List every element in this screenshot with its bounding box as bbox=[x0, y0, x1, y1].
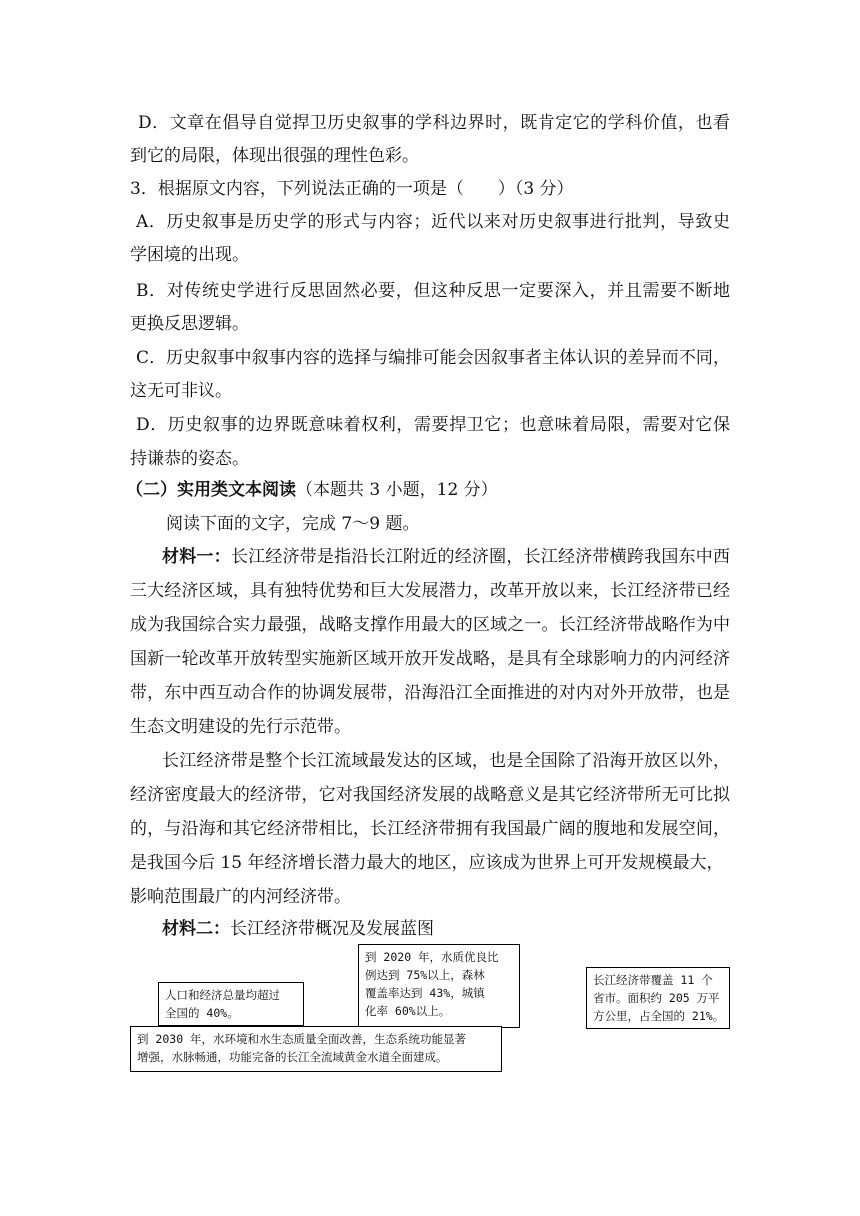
section-heading bbox=[126, 479, 726, 501]
material1-line5: 带，东中西互动合作的协调发展带，沿海沿江全面推进的对内对外开放带，也是 bbox=[130, 683, 730, 703]
box-2030-target bbox=[130, 1026, 502, 1072]
box-population bbox=[158, 982, 304, 1026]
section-heading-title: （二）实用类文本阅读 bbox=[126, 480, 296, 500]
q3-option-b-line2: 更换反思逻辑。 bbox=[130, 314, 249, 334]
q3-option-a-line2: 学困境的出现。 bbox=[130, 245, 249, 265]
box-population-line2: 全国的 40%。 bbox=[165, 1006, 239, 1020]
q3-option-c-line1: C．历史叙事中叙事内容的选择与编排可能会因叙事者主体认识的差异而不同， bbox=[136, 348, 730, 368]
material2-label: 材料二： bbox=[162, 919, 230, 939]
material1-para2-line2: 经济密度最大的经济带，它对我国经济发展的战略意义是其它经济带所无可比拟 bbox=[130, 785, 730, 805]
material2-title: 长江经济带概况及发展蓝图 bbox=[230, 919, 434, 939]
material1-para2-line5: 影响范围最广的内河经济带。 bbox=[130, 887, 351, 907]
material1-line4: 国新一轮改革开放转型实施新区域开放开发战略，是具有全球影响力的内河经济 bbox=[130, 649, 730, 669]
material1-line6: 生态文明建设的先行示范带。 bbox=[130, 717, 351, 737]
material1-line1 bbox=[162, 546, 730, 568]
reading-instruction: 阅读下面的文字，完成 7～9 题。 bbox=[166, 514, 420, 534]
box-population-line1: 人口和经济总量均超过 bbox=[165, 988, 280, 1002]
box-2020-line4: 化率 60%以上。 bbox=[365, 1004, 451, 1018]
material1-line2: 三大经济区域，具有独特优势和巨大发展潜力，改革开放以来，长江经济带已经 bbox=[130, 581, 730, 601]
material1-text: 长江经济带是指沿长江附近的经济圈，长江经济带横跨我国东中西 bbox=[230, 547, 730, 567]
box-2020-line1: 到 2020 年，水质优良比 bbox=[365, 950, 499, 964]
section-heading-note: （本题共 3 小题，12 分） bbox=[296, 480, 498, 500]
material1-para2-line1: 长江经济带是整个长江流域最发达的区域，也是全国除了沿海开放区以外， bbox=[162, 751, 730, 771]
material1-line3: 成为我国综合实力最强，战略支撑作用最大的区域之一。长江经济带战略作为中 bbox=[130, 615, 730, 635]
box-2020-line2: 例达到 75%以上，森林 bbox=[365, 968, 485, 982]
q3-option-d-line1: D．历史叙事的边界既意味着权利，需要捍卫它；也意味着局限，需要对它保 bbox=[136, 415, 730, 435]
box-2020-line3: 覆盖率达到 43%，城镇 bbox=[365, 986, 485, 1000]
q3-option-b-line1: B．对传统史学进行反思固然必要，但这种反思一定要深入，并且需要不断地 bbox=[136, 281, 730, 301]
q3-stem: 3．根据原文内容，下列说法正确的一项是（ ）（3 分） bbox=[130, 179, 574, 199]
box-coverage-line3: 方公里，占全国的 21%。 bbox=[593, 1009, 725, 1023]
box-coverage bbox=[586, 967, 730, 1029]
material1-para2-line4: 是我国今后 15 年经济增长潜力最大的地区，应该成为世界上可开发规模最大， bbox=[130, 853, 724, 873]
material1-para2-line3: 的，与沿海和其它经济带相比，长江经济带拥有我国最广阔的腹地和发展空间， bbox=[130, 819, 730, 839]
q3-option-c-line2: 这无可非议。 bbox=[130, 381, 232, 401]
box-2030-line2: 增强，水脉畅通，功能完备的长江全流域黄金水道全面建成。 bbox=[137, 1050, 448, 1064]
material2-heading bbox=[162, 918, 762, 940]
box-2020-target bbox=[358, 944, 520, 1028]
box-coverage-line1: 长江经济带覆盖 11 个 bbox=[593, 973, 713, 987]
box-coverage-line2: 省市。面积约 205 万平 bbox=[593, 991, 720, 1005]
q3-option-a-line1: A．历史叙事是历史学的形式与内容；近代以来对历史叙事进行批判，导致史 bbox=[136, 212, 730, 232]
box-2030-line1: 到 2030 年，水环境和水生态质量全面改善，生态系统功能显著 bbox=[137, 1032, 467, 1046]
material1-label: 材料一： bbox=[162, 547, 231, 567]
q2-option-d-line2: 到它的局限，体现出很强的理性色彩。 bbox=[130, 146, 419, 166]
q2-option-d-line1: D．文章在倡导自觉捍卫历史叙事的学科边界时，既肯定它的学科价值，也看 bbox=[138, 113, 730, 133]
q3-option-d-line2: 持谦恭的姿态。 bbox=[130, 449, 249, 469]
